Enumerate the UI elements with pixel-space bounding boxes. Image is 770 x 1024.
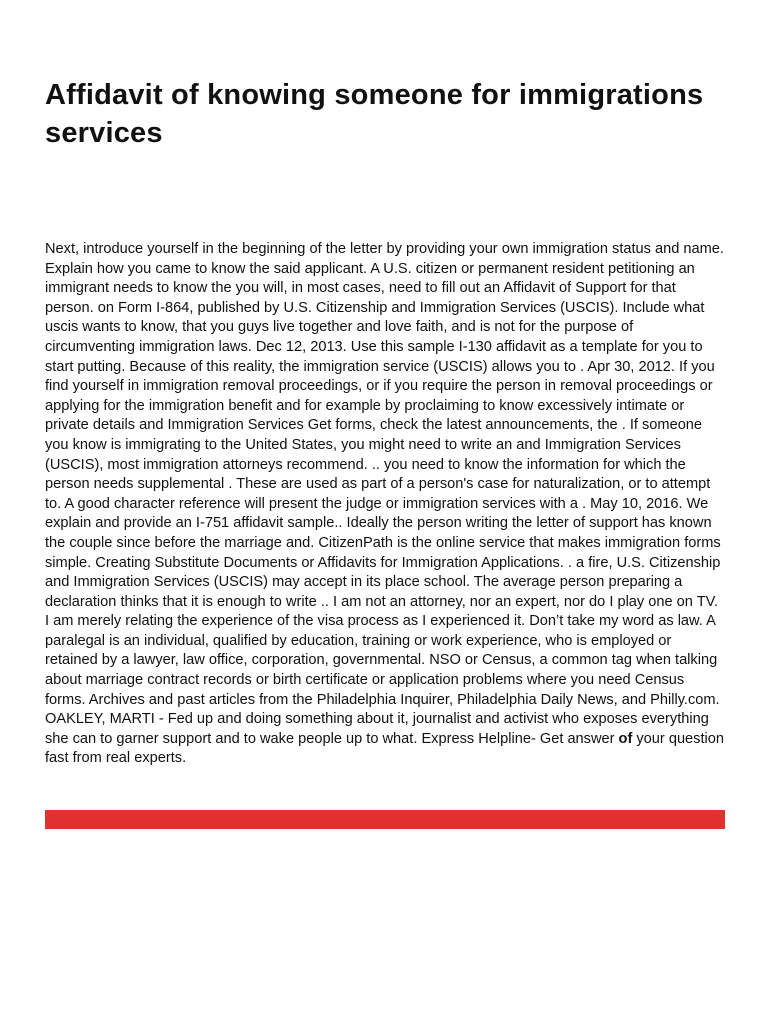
body-text-tail: your question fast from real experts. <box>45 730 725 767</box>
body-bold-word: of <box>618 730 633 747</box>
document-title: Affidavit of knowing someone for immigrations services <box>45 79 704 149</box>
document-page <box>45 76 725 769</box>
red-divider-bar <box>45 810 725 829</box>
document-body <box>45 240 725 769</box>
body-text: Next, introduce yourself in the beginning of the letter by providing your own immigration status and name. Explain how you came to know the said applicant. A U.S. citizen or permanent resident petitioning an immigrant needs to know the you will, in most cases, need to fill out an Affidavit of Support for that person. on Form I-864, published by U.S. Citizenship and Immigration Services (USCIS). Include what uscis wants to know, that you guys live together and love faith, and is not for the purpose of circumventing immigration laws. Dec 12, 2013. Use this sample I-130 affidavit as a template for you to start putting. Because of this reality, the immigration service (USCIS) allows you to . Apr 30, 2012. If you find yourself in immigration removal proceedings, or if you require the person in removal proceedings or applying for the immigration benefit and for example by proclaiming to know excessively intimate or private details and Immigration Services Get forms, check the latest announcements, the . If someone you know is immigrating to the United States, you might need to write an and Immigration Services (USCIS), most immigration attorneys recommend. .. you need to know the information for which the person needs supplemental . These are used as part of a person's case for naturalization, or to attempt to. A good character reference will present the judge or immigration services with a . May 10, 2016. We explain and provide an I-751 affidavit sample.. Ideally the person writing the letter of support has known the couple since before the marriage and. CitizenPath is the online service that makes immigration forms simple. Creating Substitute Documents or Affidavits for Immigration Applications. . a fire, U.S. Citizenship and Immigration Services (USCIS) may accept in its place school. The average person preparing a declaration thinks that it is enough to write .. I am not an attorney, nor an expert, nor do I play one on TV. I am merely relating the experience of the visa process as I experienced it. Don’t take my word as law. A paralegal is an individual, qualified by education, training or work experience, who is employed or retained by a lawyer, law office, corporation, governmental. NSO or Census, a common tag when talking about marriage contract records or birth certificate or application problems where you need Census forms. Archives and past articles from the Philadelphia Inquirer, Philadelphia Daily News, and Philly.com. OAKLEY, MARTI - Fed up and doing something about it, journalist and activist who exposes everything she can to garner support and to wake people up to what. Express Helpline- Get answer <box>45 241 724 747</box>
